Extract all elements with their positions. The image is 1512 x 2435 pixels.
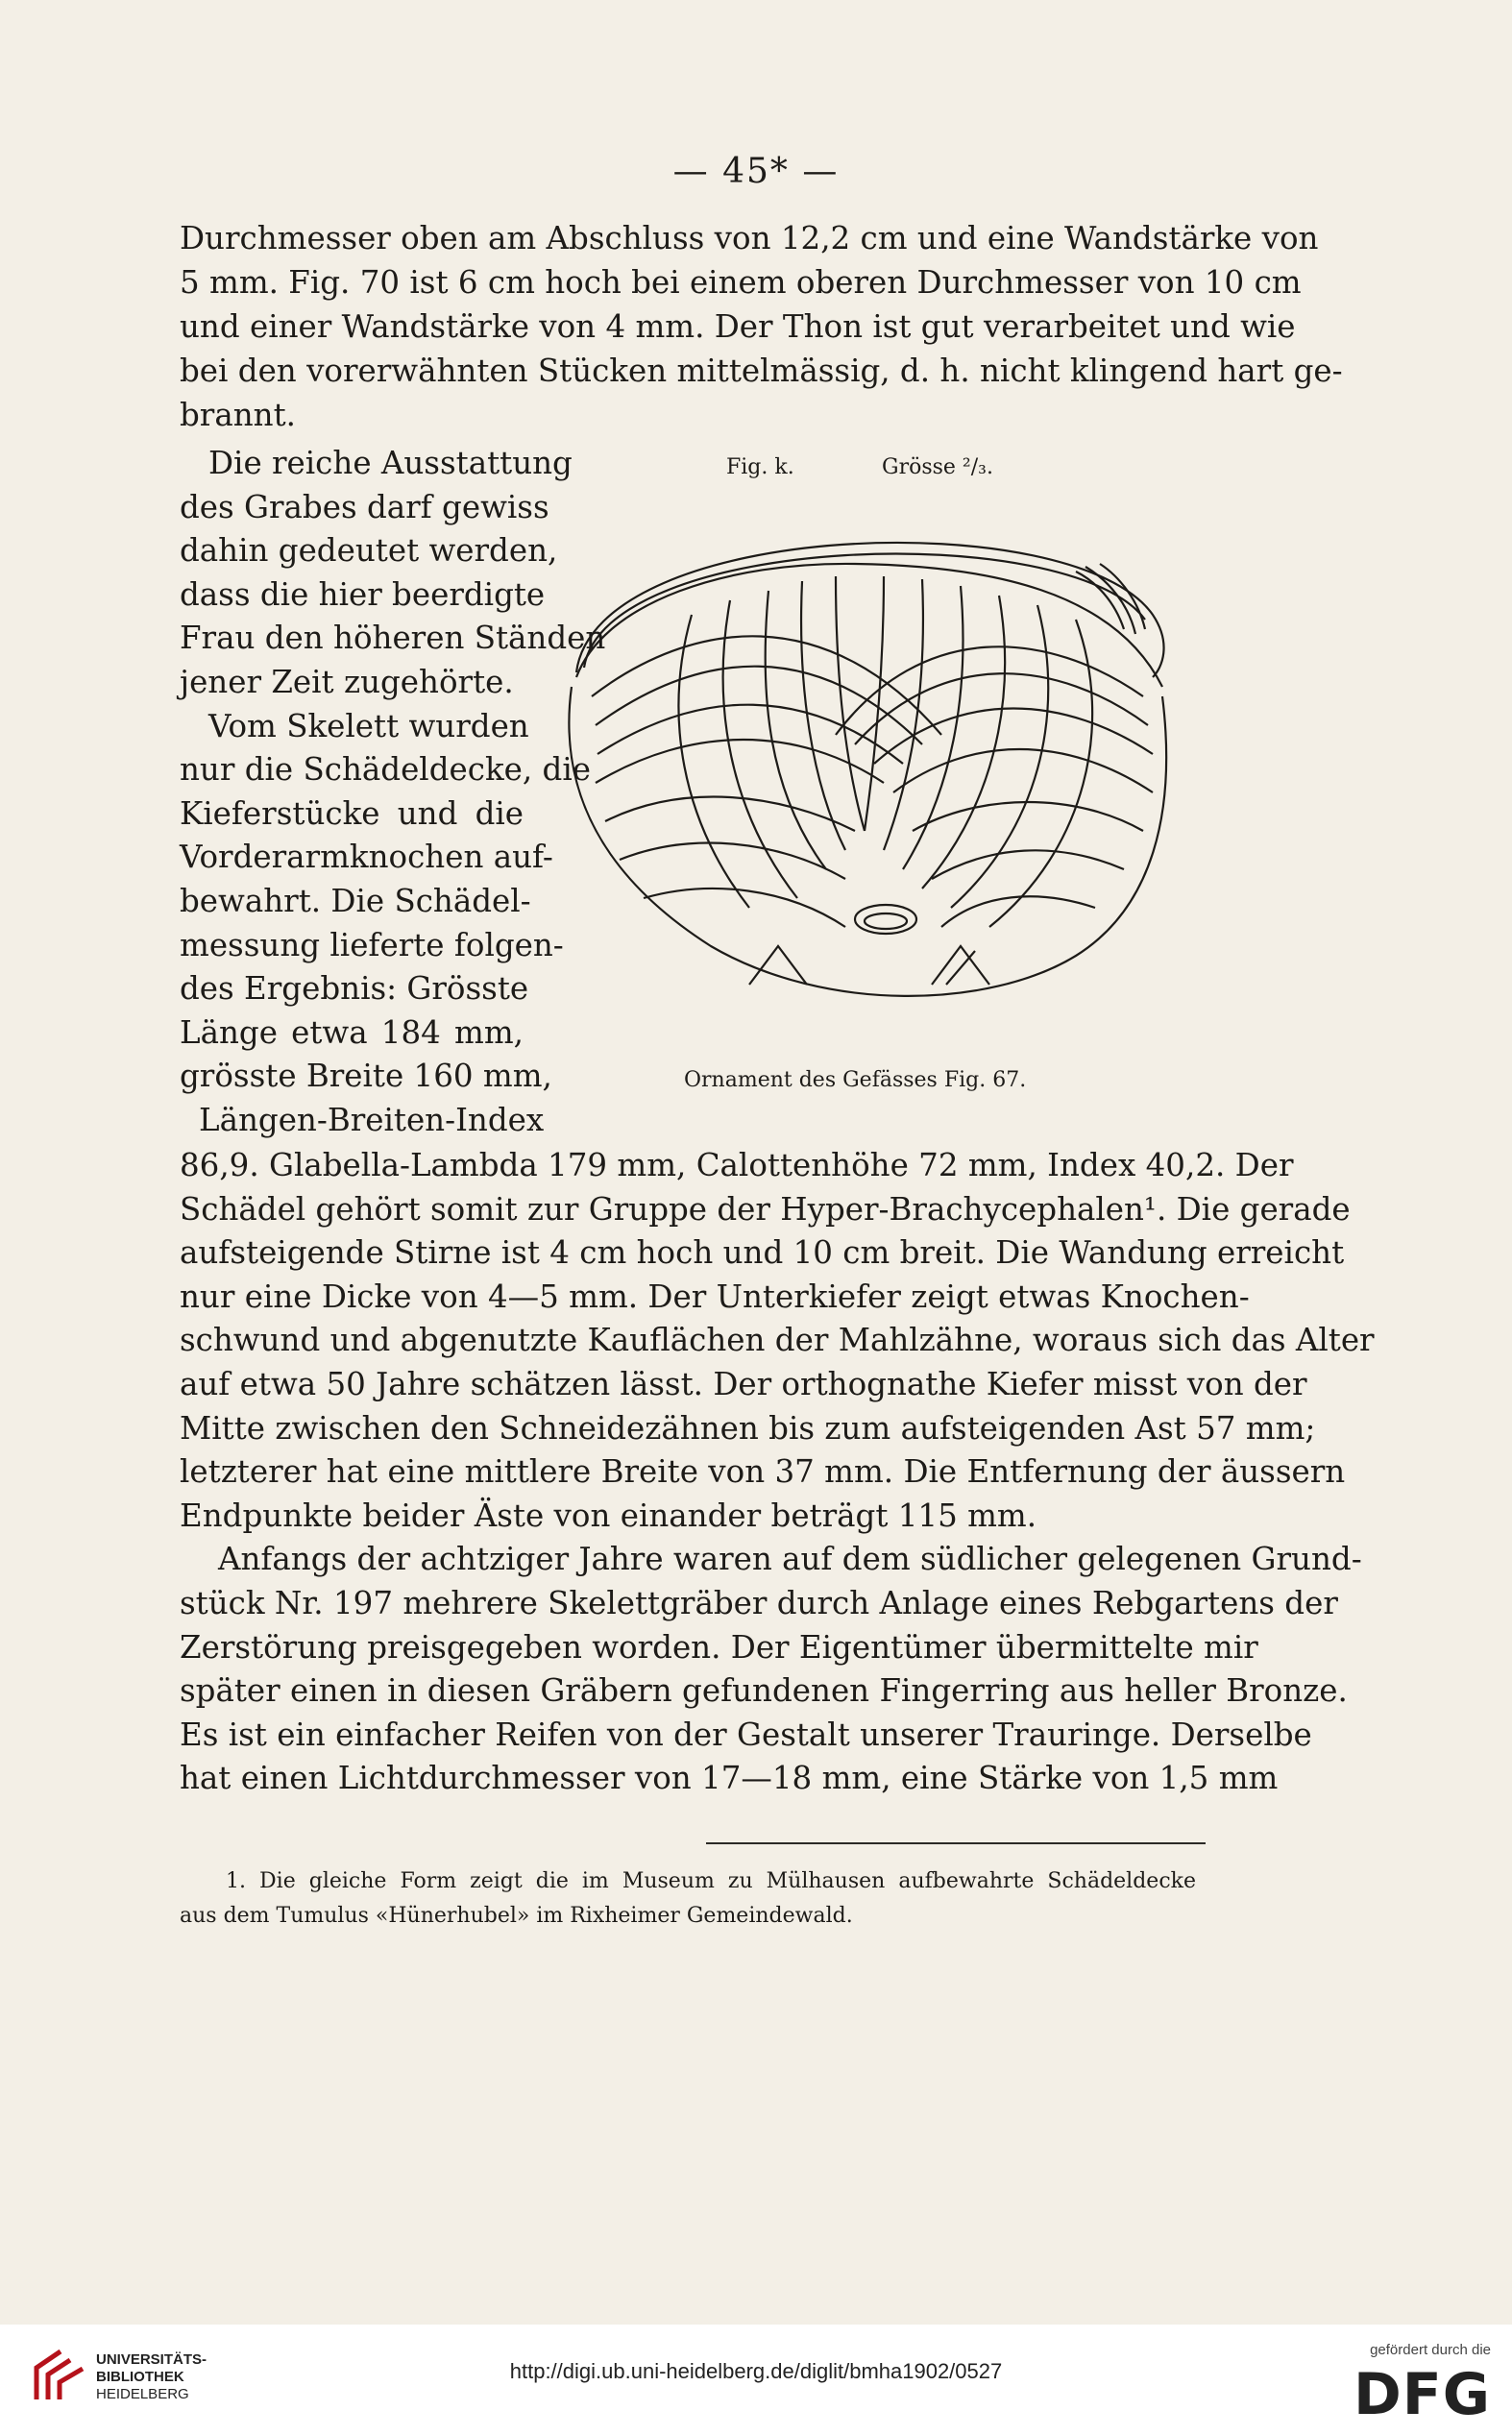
text-line: hat einen Lichtdurchmesser von 17—18 mm, eine Stärke von 1,5 mm	[180, 1760, 1279, 1797]
text-line: 86,9. Glabella-Lambda 179 mm, Calottenhöhe 72 mm, Index 40,2. Der	[180, 1147, 1294, 1183]
text-line: letzterer hat eine mittlere Breite von 37 mm. Die Entfernung der äussern	[180, 1453, 1346, 1491]
text-line: Anfangs der achtziger Jahre waren auf dem südlicher gelegenen Grund-	[218, 1541, 1362, 1578]
text-line: Mitte zwischen den Schneidezähnen bis zum aufsteigenden Ast 57 mm;	[180, 1409, 1316, 1447]
institution-line: BIBLIOTHEK	[96, 2369, 184, 2385]
text-line: auf etwa 50 Jahre schätzen lässt. Der orthognathe Kiefer misst von der	[180, 1366, 1307, 1402]
text-line: dahin gedeutet werden,	[180, 532, 558, 570]
source-url-link[interactable]: http://digi.ub.uni-heidelberg.de/diglit/bmha1902/0527	[509, 2359, 1003, 2383]
text-line: dass die hier beerdigte	[180, 575, 546, 613]
text-line: Schädel gehört somit zur Gruppe der Hyper-Brachycephalen¹. Die gerade	[180, 1190, 1351, 1228]
text-line: nur eine Dicke von 4—5 mm. Der Unterkiefer zeigt etwas Knochen-	[180, 1278, 1250, 1315]
text-line: Vom Skelett wurden	[208, 707, 529, 744]
institution-line: UNIVERSITÄTS-	[96, 2351, 207, 2368]
text-line: brannt.	[180, 397, 296, 433]
dfg-logo: DFG	[1353, 2361, 1491, 2428]
vessel-ornament-illustration	[538, 447, 1191, 1100]
institution-line: HEIDELBERG	[96, 2386, 189, 2402]
text-line: und einer Wandstärke von 4 mm. Der Thon ist gut verarbeitet und wie	[180, 308, 1296, 345]
text-line: Vorderarmknochen auf-	[180, 839, 553, 876]
footnote-divider	[706, 1842, 1206, 1844]
text-line: Zerstörung preisgegeben worden. Der Eigentümer übermittelte mir	[180, 1628, 1258, 1666]
text-line: schwund und abgenutzte Kauflächen der Mahlzähne, woraus sich das Alter	[180, 1322, 1375, 1359]
text-line: Längen-Breiten-Index	[199, 1102, 545, 1138]
text-line: messung lieferte folgen-	[180, 926, 564, 963]
text-line: später einen in diesen Gräbern gefundenen Fingerring aus heller Bronze.	[180, 1672, 1348, 1710]
text-line: Frau den höheren Ständen	[180, 620, 606, 657]
text-line: jener Zeit zugehörte.	[180, 664, 514, 700]
funded-by-label: gefördert durch die	[1370, 2342, 1491, 2358]
text-line: bei den vorerwähnten Stücken mittelmässig, d. h. nicht klingend hart ge-	[180, 353, 1343, 389]
text-line: 5 mm. Fig. 70 ist 6 cm hoch bei einem oberen Durchmesser von 10 cm	[180, 264, 1302, 301]
text-line: Endpunkte beider Äste von einander beträgt 115 mm.	[180, 1497, 1037, 1534]
text-line: Die reiche Ausstattung	[208, 445, 573, 481]
text-line: des Ergebnis: Grösste	[180, 970, 529, 1008]
text-line: grösste Breite 160 mm,	[180, 1058, 552, 1095]
figure-caption: Ornament des Gefässes Fig. 67.	[684, 1068, 1027, 1092]
text-line: stück Nr. 197 mehrere Skelettgräber durch Anlage eines Rebgartens der	[180, 1585, 1338, 1621]
figure-label: Fig. k.	[726, 455, 794, 479]
text-line: Kieferstücke und die	[180, 794, 524, 832]
figure-scale: Grösse ²/₃.	[882, 455, 993, 479]
text-line: des Grabes darf gewiss	[180, 488, 549, 525]
text-line: Länge etwa 184 mm,	[180, 1013, 524, 1051]
footnote-line: aus dem Tumulus «Hünerhubel» im Rixheimer Gemeindewald.	[180, 1904, 853, 1928]
footnote-line: 1. Die gleiche Form zeigt die im Museum zu Mülhausen aufbewahrte Schädeldecke	[226, 1869, 1196, 1893]
text-line: Durchmesser oben am Abschluss von 12,2 cm und eine Wandstärke von	[180, 220, 1319, 256]
text-line: aufsteigende Stirne ist 4 cm hoch und 10 cm breit. Die Wandung erreicht	[180, 1234, 1345, 1272]
text-line: nur die Schädeldecke, die	[180, 751, 591, 789]
page-number: — 45* —	[672, 152, 840, 191]
text-line: Es ist ein einfacher Reifen von der Gestalt unserer Trauringe. Derselbe	[180, 1716, 1312, 1753]
text-line: bewahrt. Die Schädel-	[180, 883, 531, 919]
